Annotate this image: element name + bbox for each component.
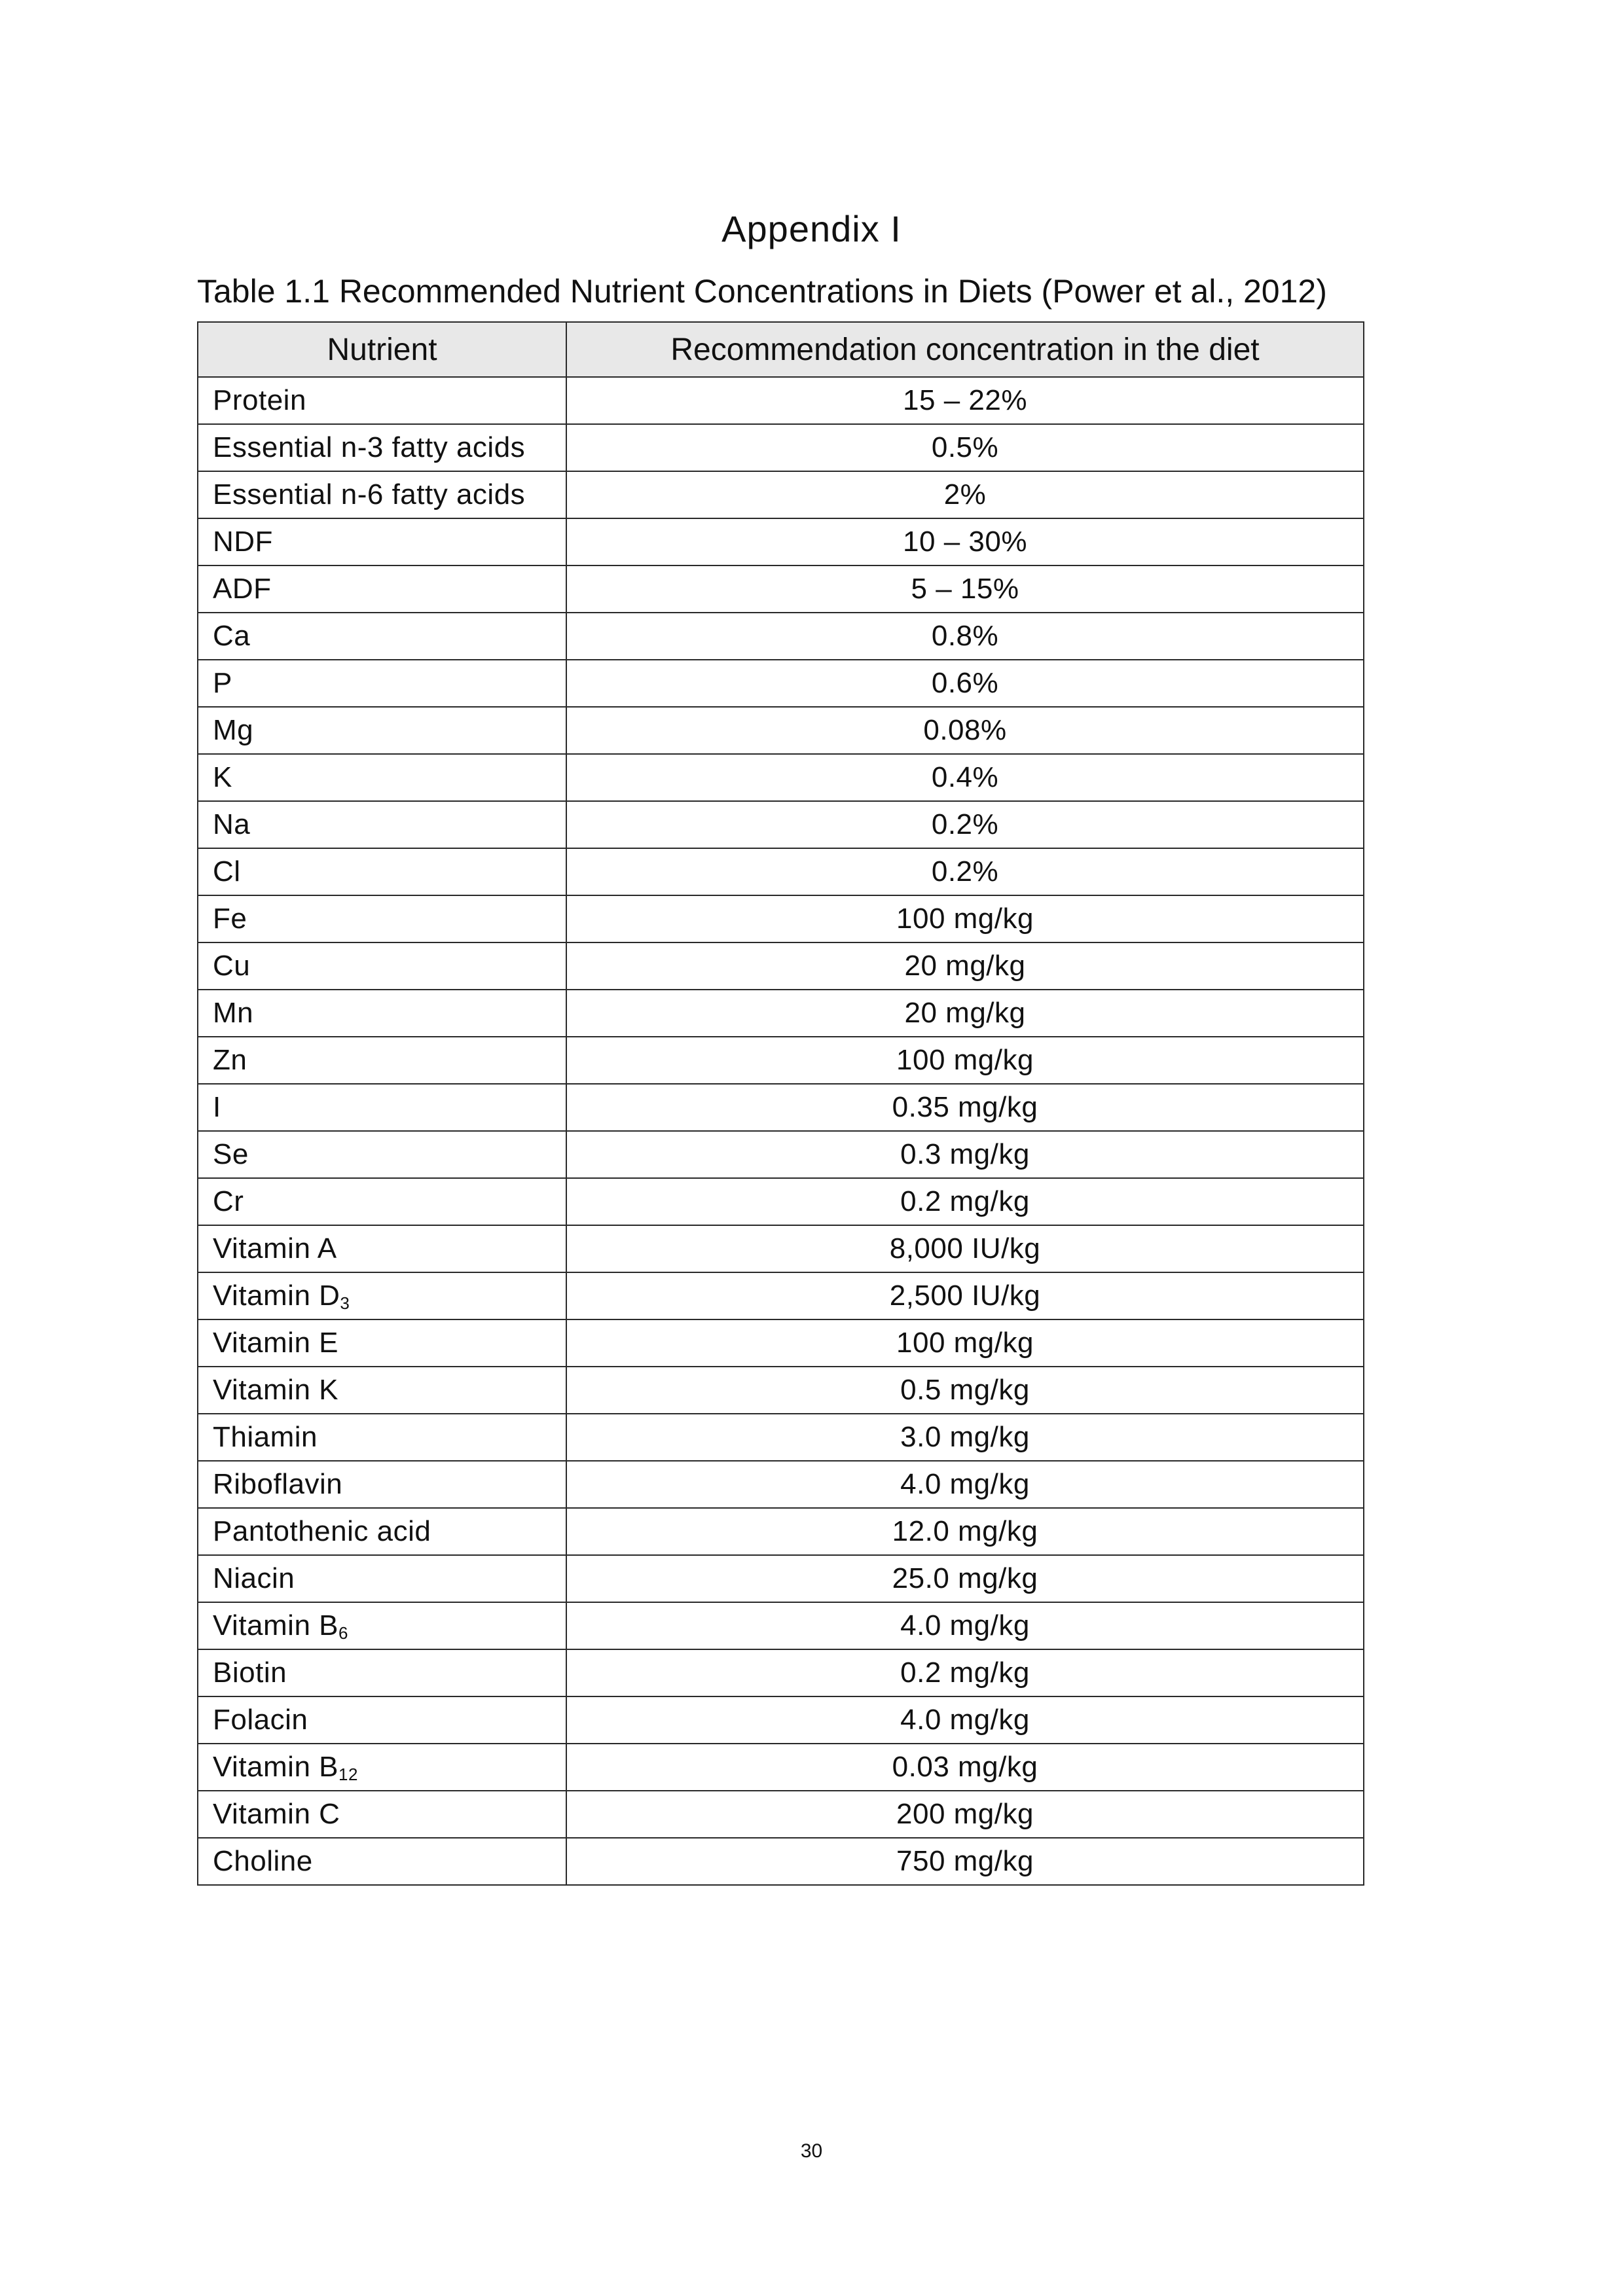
nutrient-name: K (213, 761, 232, 793)
recommendation-value: 0.2% (566, 848, 1364, 895)
nutrient-name-cell (198, 1838, 566, 1885)
nutrient-name: NDF (213, 526, 273, 558)
table-row (198, 801, 1364, 848)
nutrient-name: Protein (213, 384, 306, 416)
recommendation-value: 0.4% (566, 754, 1364, 801)
nutrient-name: Biotin (213, 1657, 287, 1689)
nutrient-name: Vitamin D (213, 1280, 340, 1312)
nutrient-name-cell (198, 1178, 566, 1225)
nutrient-name-cell (198, 613, 566, 660)
recommendation-value: 0.35 mg/kg (566, 1084, 1364, 1131)
recommendation-value: 12.0 mg/kg (566, 1508, 1364, 1555)
nutrient-subscript: 6 (338, 1623, 348, 1643)
table-row (198, 1319, 1364, 1367)
nutrient-name: ADF (213, 573, 272, 605)
table-row (198, 1649, 1364, 1696)
table-row (198, 1461, 1364, 1508)
recommendation-value: 4.0 mg/kg (566, 1696, 1364, 1744)
nutrient-name-cell (198, 942, 566, 990)
nutrient-name: Vitamin B (213, 1751, 338, 1783)
table-row (198, 1272, 1364, 1319)
table-row (198, 565, 1364, 613)
nutrient-name: Vitamin E (213, 1327, 338, 1359)
header-recommendation: Recommendation concentration in the diet (566, 322, 1364, 377)
recommendation-value: 4.0 mg/kg (566, 1461, 1364, 1508)
table-row (198, 1178, 1364, 1225)
recommendation-value: 0.2% (566, 801, 1364, 848)
nutrient-name: Se (213, 1138, 249, 1170)
nutrient-name-cell (198, 518, 566, 565)
nutrient-name: Thiamin (213, 1421, 318, 1453)
nutrient-name: I (213, 1091, 221, 1123)
recommendation-value: 100 mg/kg (566, 1037, 1364, 1084)
nutrient-subscript: 3 (340, 1293, 350, 1313)
nutrient-name-cell (198, 660, 566, 707)
nutrient-name-cell (198, 471, 566, 518)
nutrient-name: Vitamin A (213, 1232, 337, 1265)
page-title: Appendix I (721, 208, 902, 249)
recommendation-value: 2% (566, 471, 1364, 518)
nutrient-name-cell (198, 1649, 566, 1696)
recommendation-value: 5 – 15% (566, 565, 1364, 613)
nutrient-name: Mg (213, 714, 254, 746)
recommendation-value: 2,500 IU/kg (566, 1272, 1364, 1319)
nutrient-name: Essential n-6 fatty acids (213, 478, 526, 511)
nutrient-name: Cl (213, 855, 241, 888)
page-number: 30 (800, 2140, 823, 2162)
nutrient-name: Vitamin K (213, 1374, 338, 1406)
table-row (198, 1037, 1364, 1084)
nutrient-name: Niacin (213, 1562, 295, 1594)
recommendation-value: 200 mg/kg (566, 1791, 1364, 1838)
recommendation-value: 0.5 mg/kg (566, 1367, 1364, 1414)
table-row (198, 1225, 1364, 1272)
table-row (198, 377, 1364, 424)
nutrient-name: Folacin (213, 1704, 308, 1736)
table-row (198, 895, 1364, 942)
recommendation-value: 25.0 mg/kg (566, 1555, 1364, 1602)
nutrient-name-cell (198, 1037, 566, 1084)
nutrient-name: P (213, 667, 232, 699)
table-row (198, 660, 1364, 707)
recommendation-value: 0.8% (566, 613, 1364, 660)
table-caption: Table 1.1 Recommended Nutrient Concentrations in Diets (Power et al., 2012) (197, 273, 1327, 310)
nutrient-name: Ca (213, 620, 251, 652)
table-row (198, 1791, 1364, 1838)
nutrient-name-cell (198, 1461, 566, 1508)
nutrient-name-cell (198, 754, 566, 801)
nutrient-name-cell (198, 801, 566, 848)
nutrient-name-cell (198, 424, 566, 471)
nutrient-name-cell (198, 377, 566, 424)
nutrient-name: Essential n-3 fatty acids (213, 431, 526, 463)
recommendation-value: 0.5% (566, 424, 1364, 471)
recommendation-value: 0.2 mg/kg (566, 1649, 1364, 1696)
nutrient-name-cell (198, 1555, 566, 1602)
table-row (198, 1744, 1364, 1791)
nutrient-name-cell (198, 1744, 566, 1791)
table-row (198, 1696, 1364, 1744)
table-row (198, 1555, 1364, 1602)
recommendation-value: 0.3 mg/kg (566, 1131, 1364, 1178)
recommendation-value: 100 mg/kg (566, 895, 1364, 942)
table-row (198, 707, 1364, 754)
nutrient-name-cell (198, 1791, 566, 1838)
table-row (198, 1602, 1364, 1649)
nutrient-name: Zn (213, 1044, 247, 1076)
recommendation-value: 3.0 mg/kg (566, 1414, 1364, 1461)
header-nutrient: Nutrient (198, 322, 566, 377)
nutrient-name-cell (198, 1084, 566, 1131)
nutrient-name: Cu (213, 950, 251, 982)
nutrient-name: Mn (213, 997, 254, 1029)
nutrient-name: Na (213, 808, 251, 840)
table-row (198, 990, 1364, 1037)
table-row (198, 613, 1364, 660)
nutrient-name: Pantothenic acid (213, 1515, 431, 1547)
table-row (198, 1508, 1364, 1555)
nutrient-name: Riboflavin (213, 1468, 343, 1500)
nutrient-name: Vitamin B (213, 1609, 338, 1641)
recommendation-value: 100 mg/kg (566, 1319, 1364, 1367)
nutrient-name-cell (198, 848, 566, 895)
nutrient-name-cell (198, 1414, 566, 1461)
recommendation-value: 4.0 mg/kg (566, 1602, 1364, 1649)
nutrient-name-cell (198, 1272, 566, 1319)
nutrient-name-cell (198, 1508, 566, 1555)
table-row (198, 1414, 1364, 1461)
nutrient-name-cell (198, 1225, 566, 1272)
recommendation-value: 20 mg/kg (566, 942, 1364, 990)
table-row (198, 1084, 1364, 1131)
nutrient-name-cell (198, 1367, 566, 1414)
nutrient-name-cell (198, 707, 566, 754)
table-row (198, 754, 1364, 801)
recommendation-value: 8,000 IU/kg (566, 1225, 1364, 1272)
table-row (198, 942, 1364, 990)
table-row (198, 471, 1364, 518)
nutrient-name: Cr (213, 1185, 244, 1217)
recommendation-value: 15 – 22% (566, 377, 1364, 424)
nutrient-name-cell (198, 1319, 566, 1367)
recommendation-value: 10 – 30% (566, 518, 1364, 565)
nutrient-name-cell (198, 1602, 566, 1649)
nutrient-name-cell (198, 1131, 566, 1178)
nutrient-name: Choline (213, 1845, 313, 1877)
nutrient-name: Vitamin C (213, 1798, 340, 1830)
recommendation-value: 750 mg/kg (566, 1838, 1364, 1885)
table-row (198, 518, 1364, 565)
recommendation-value: 0.03 mg/kg (566, 1744, 1364, 1791)
table-header-row (198, 322, 1364, 377)
table-row (198, 1838, 1364, 1885)
table-row (198, 848, 1364, 895)
nutrient-table (197, 321, 1364, 1886)
nutrient-name-cell (198, 565, 566, 613)
nutrient-name-cell (198, 895, 566, 942)
recommendation-value: 0.2 mg/kg (566, 1178, 1364, 1225)
nutrient-name-cell (198, 1696, 566, 1744)
recommendation-value: 20 mg/kg (566, 990, 1364, 1037)
nutrient-name: Fe (213, 903, 247, 935)
recommendation-value: 0.08% (566, 707, 1364, 754)
table-row (198, 424, 1364, 471)
nutrient-name-cell (198, 990, 566, 1037)
table-row (198, 1367, 1364, 1414)
table-body (198, 377, 1364, 1885)
table-row (198, 1131, 1364, 1178)
recommendation-value: 0.6% (566, 660, 1364, 707)
nutrient-subscript: 12 (338, 1765, 358, 1784)
